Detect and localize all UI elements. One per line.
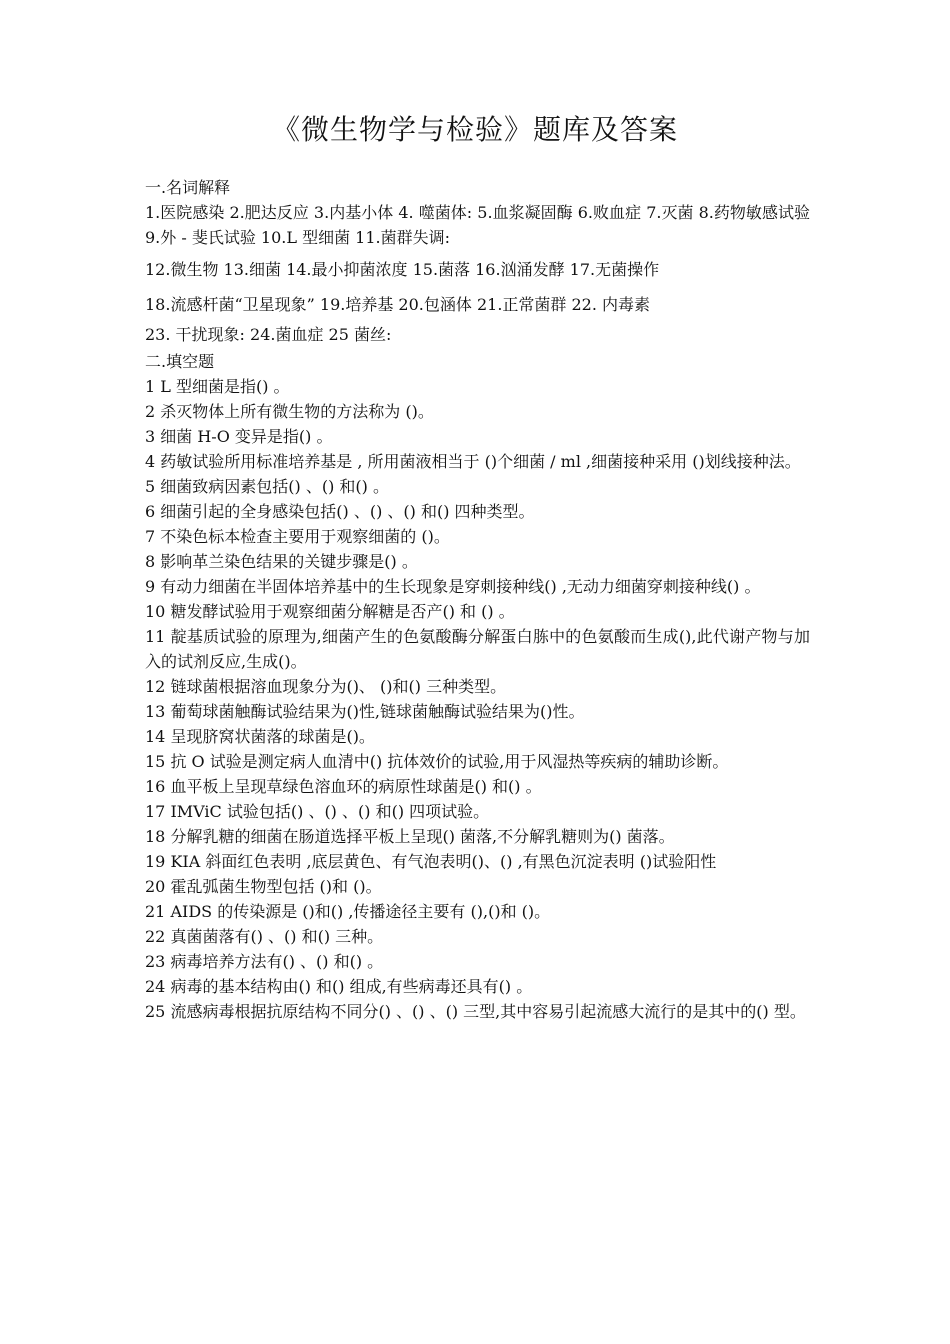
- question-line: 18 分解乳糖的细菌在肠道选择平板上呈现() 菌落,不分解乳糖则为() 菌落。: [145, 827, 675, 846]
- question-line: 1 L 型细菌是指() 。: [145, 377, 290, 396]
- question-line: 13 葡萄球菌触酶试验结果为()性,链球菌触酶试验结果为()性。: [145, 702, 585, 721]
- question-line: 5 细菌致病因素包括() 、() 和() 。: [145, 477, 389, 496]
- question-line: 21 AIDS 的传染源是 ()和() ,传播途径主要有 (),()和 ()。: [145, 902, 551, 921]
- question-line: 8 影响革兰染色结果的关键步骤是() 。: [145, 552, 418, 571]
- terms-line: 18.流感杆菌“卫星现象” 19.培养基 20.包涵体 21.正常菌群 22. 内毒素: [145, 295, 651, 314]
- question-line: 25 流感病毒根据抗原结构不同分() 、() 、() 三型,其中容易引起流感大流行的是其中的() 型。: [145, 1002, 806, 1021]
- page-title: 《微生物学与检验》题库及答案: [271, 113, 678, 146]
- terms-line: 12.微生物 13.细菌 14.最小抑菌浓度 15.菌落 16.汹涌发酵 17.无菌操作: [145, 260, 660, 279]
- question-line: 24 病毒的基本结构由() 和() 组成,有些病毒还具有() 。: [145, 977, 533, 996]
- question-line: 9 有动力细菌在半固体培养基中的生长现象是穿刺接种线() ,无动力细菌穿刺接种线() 。: [145, 577, 761, 596]
- question-line: 22 真菌菌落有() 、() 和() 三种。: [145, 927, 384, 946]
- question-line: 11 靛基质试验的原理为,细菌产生的色氨酸酶分解蛋白胨中的色氨酸而生成(),此代谢产物与加入的试剂反应,生成()。: [145, 627, 810, 671]
- question-line: 23 病毒培养方法有() 、() 和() 。: [145, 952, 384, 971]
- terms-line: 23. 干扰现象: 24.菌血症 25 菌丝:: [145, 325, 392, 344]
- question-line: 7 不染色标本检查主要用于观察细菌的 ()。: [145, 527, 450, 546]
- question-line: 12 链球菌根据溶血现象分为()、 ()和() 三种类型。: [145, 677, 507, 696]
- document-body: [145, 176, 810, 1024]
- question-line: 16 血平板上呈现草绿色溶血环的病原性球菌是() 和() 。: [145, 777, 542, 796]
- section-heading-terms: 一.名词解释: [145, 178, 231, 197]
- question-line: 2 杀灭物体上所有微生物的方法称为 ()。: [145, 402, 434, 421]
- terms-line: 1.医院感染 2.肥达反应 3.内基小体 4. 噬菌体: 5.血浆凝固酶 6.败血症 7.灭菌 8.药物敏感试验 9.外 - 斐氏试验 10.L 型细菌 11.菌群失调:: [145, 203, 810, 247]
- question-line: 14 呈现脐窝状菌落的球菌是()。: [145, 727, 375, 746]
- question-line: 17 IMViC 试验包括() 、() 、() 和() 四项试验。: [145, 802, 490, 821]
- question-line: 3 细菌 H-O 变异是指() 。: [145, 427, 333, 446]
- question-line: 19 KIA 斜面红色表明 ,底层黄色、有气泡表明()、() ,有黑色沉淀表明 ()试验阳性: [145, 852, 717, 871]
- section-heading-fill-blank: 二.填空题: [145, 352, 215, 371]
- question-line: 20 霍乱弧菌生物型包括 ()和 ()。: [145, 877, 382, 896]
- question-line: 4 药敏试验所用标准培养基是 , 所用菌液相当于 ()个细菌 / ml ,细菌接种采用 ()划线接种法。: [145, 452, 801, 471]
- question-line: 10 糖发酵试验用于观察细菌分解糖是否产() 和 () 。: [145, 602, 515, 621]
- question-line: 15 抗 O 试验是测定病人血清中() 抗体效价的试验,用于风湿热等疾病的辅助诊断。: [145, 752, 729, 771]
- question-line: 6 细菌引起的全身感染包括() 、() 、() 和() 四种类型。: [145, 502, 535, 521]
